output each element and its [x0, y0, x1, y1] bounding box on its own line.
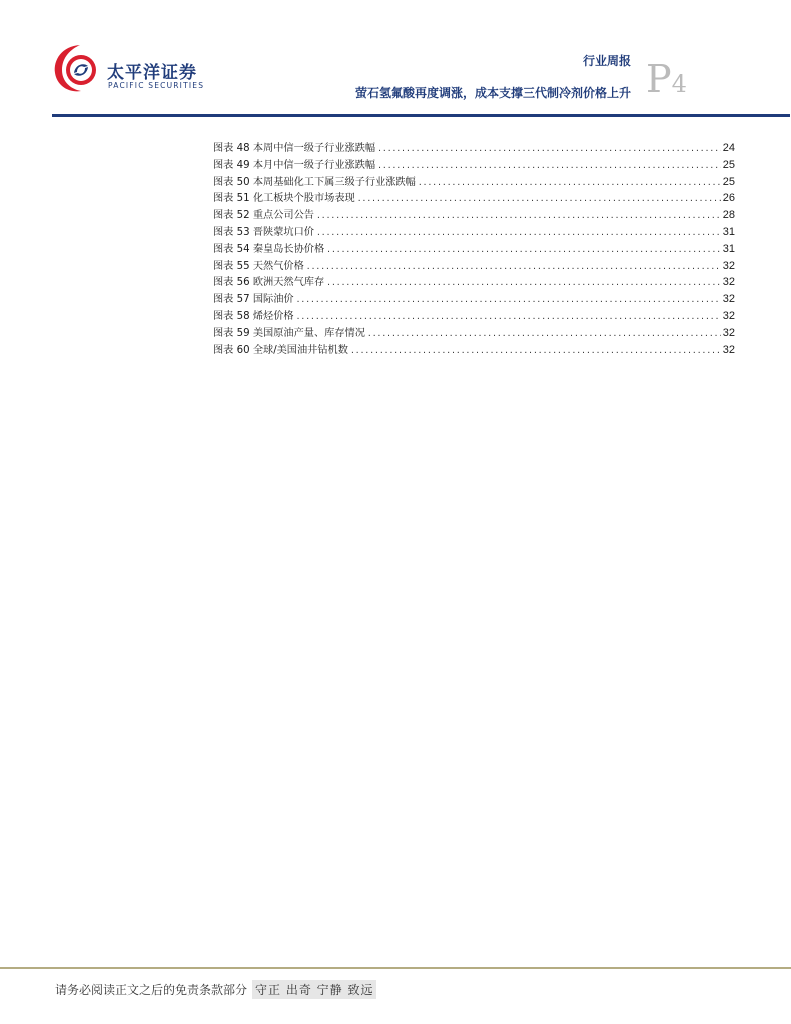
page-letter: P — [646, 57, 672, 101]
toc-entry[interactable] — [213, 342, 735, 359]
toc-entry[interactable] — [213, 241, 735, 258]
page-number-value: 4 — [671, 70, 687, 98]
toc-entry[interactable] — [213, 325, 735, 342]
company-logo — [50, 42, 210, 94]
toc-entry-title: 图表 60 全球/美国油井钻机数 — [213, 344, 348, 356]
toc-dot-leader — [377, 158, 721, 175]
toc-entry-page: 32 — [722, 259, 735, 272]
toc-entry-title: 图表 56 欧洲天然气库存 — [213, 277, 325, 289]
toc-dot-leader — [357, 191, 721, 208]
toc-entry[interactable] — [213, 224, 735, 241]
toc-dot-leader — [296, 309, 721, 326]
toc-entry-page: 32 — [722, 293, 735, 306]
toc-entry[interactable] — [213, 207, 735, 224]
toc-dot-leader — [418, 175, 721, 192]
toc-dot-leader — [326, 275, 721, 292]
toc-entry-page: 31 — [722, 242, 735, 255]
toc-entry-page: 24 — [722, 142, 735, 154]
toc-entry-title: 图表 57 国际油价 — [213, 294, 294, 306]
toc-entry-title: 图表 49 本月中信一级子行业涨跌幅 — [213, 159, 376, 171]
toc-dot-leader — [367, 326, 721, 343]
footer-divider — [0, 967, 791, 969]
logo-chinese-name: 太平洋证券 — [107, 63, 197, 83]
footer-motto: 守正 出奇 宁静 致远 — [252, 980, 376, 999]
toc-entry[interactable] — [213, 308, 735, 325]
toc-entry-title: 图表 58 烯烃价格 — [213, 310, 294, 322]
footer-disclaimer: 请务必阅读正文之后的免责条款部分 — [55, 983, 248, 997]
header-divider — [52, 114, 790, 117]
toc-entry-page: 25 — [722, 158, 735, 171]
toc-dot-leader — [306, 259, 721, 276]
pacific-securities-logo-icon — [50, 42, 106, 94]
table-of-figures — [213, 140, 735, 358]
toc-entry-page: 32 — [722, 343, 735, 356]
report-headline: 萤石氢氟酸再度调涨，成本支撑三代制冷剂价格上升 — [354, 86, 631, 100]
toc-dot-leader — [377, 141, 721, 158]
toc-entry-title: 图表 50 本周基础化工下属三级子行业涨跌幅 — [213, 176, 416, 188]
toc-entry-title: 图表 51 化工板块个股市场表现 — [213, 193, 355, 205]
toc-entry-title: 图表 52 重点公司公告 — [213, 210, 314, 222]
toc-entry[interactable] — [213, 157, 735, 174]
toc-dot-leader — [316, 208, 721, 225]
report-type: 行业周报 — [582, 54, 631, 68]
toc-dot-leader — [296, 292, 721, 309]
toc-entry-title: 图表 54 秦皇岛长协价格 — [213, 243, 325, 255]
toc-entry-page: 32 — [722, 309, 735, 322]
toc-entry[interactable] — [213, 174, 735, 191]
toc-entry-title: 图表 55 天然气价格 — [213, 260, 304, 272]
toc-entry-title: 图表 53 晋陕蒙坑口价 — [213, 226, 314, 238]
toc-entry[interactable] — [213, 140, 735, 157]
footer — [55, 980, 376, 999]
page-number — [646, 57, 687, 103]
toc-entry-page: 28 — [722, 209, 735, 222]
toc-entry-title: 图表 48 本周中信一级子行业涨跌幅 — [213, 143, 376, 154]
toc-entry-title: 图表 59 美国原油产量、库存情况 — [213, 327, 365, 339]
toc-dot-leader — [316, 225, 721, 242]
toc-entry-page: 32 — [722, 276, 735, 289]
toc-entry[interactable] — [213, 190, 735, 207]
toc-dot-leader — [350, 343, 721, 360]
toc-entry-page: 25 — [722, 175, 735, 188]
toc-dot-leader — [326, 242, 721, 259]
toc-entry-page: 26 — [722, 192, 735, 205]
toc-entry[interactable] — [213, 291, 735, 308]
logo-english-name: PACIFIC SECURITIES — [108, 81, 205, 90]
toc-entry-page: 32 — [722, 326, 735, 339]
toc-entry[interactable] — [213, 274, 735, 291]
toc-entry[interactable] — [213, 258, 735, 275]
toc-entry-page: 31 — [722, 225, 735, 238]
